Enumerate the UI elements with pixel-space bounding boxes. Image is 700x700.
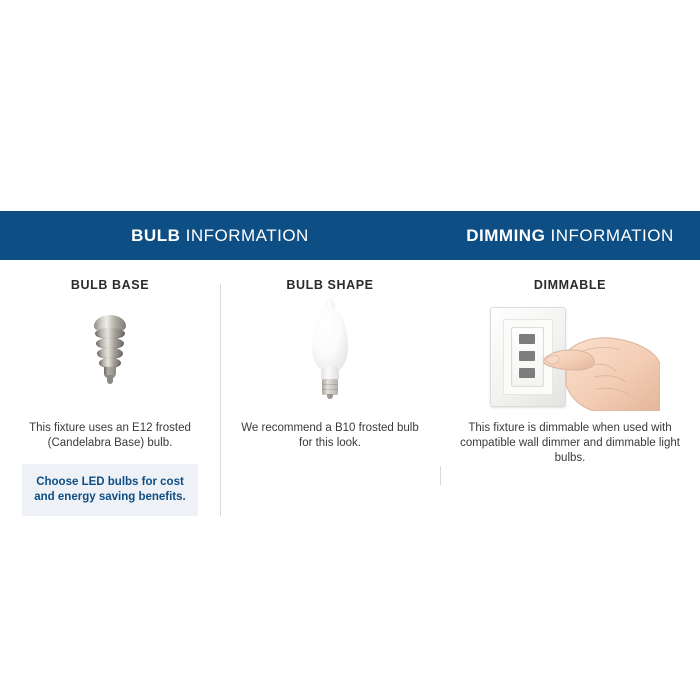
- bulb-shape-column: [220, 278, 440, 516]
- wall-dimmer-switch-hand-icon: [456, 304, 684, 409]
- bulb-information-panel: [0, 211, 440, 516]
- bulb-information-title: [131, 226, 309, 246]
- bulb-base-column: [0, 278, 220, 516]
- hand-pointing-icon: [536, 319, 660, 411]
- bulb-columns: [0, 278, 440, 516]
- dimming-information-header: [440, 211, 700, 260]
- bulb-columns-divider: [220, 284, 221, 516]
- dimming-information-body: [440, 260, 700, 466]
- bulb-shape-base-contact: [327, 394, 333, 399]
- bulb-information-title-rest: INFORMATION: [180, 225, 309, 245]
- bulb-information-body: [0, 260, 440, 516]
- dimmable-title: DIMMABLE: [533, 278, 607, 292]
- bulb-base-e12-icon: [14, 304, 206, 409]
- bulb-base-title: BULB BASE: [70, 278, 150, 292]
- bulb-shape-b10-icon: [234, 304, 426, 409]
- bulb-base-thread-2: [96, 338, 124, 349]
- dimmer-graphic: [480, 305, 660, 409]
- dimming-information-title-rest: INFORMATION: [545, 225, 674, 245]
- bulb-shape-glass: [312, 307, 348, 373]
- bulb-shape-caption: We recommend a B10 frosted bulb for this look.: [241, 422, 419, 449]
- led-savings-note: Choose LED bulbs for cost and energy saving benefits.: [22, 464, 198, 516]
- bulb-base-graphic: [87, 315, 133, 399]
- dimming-information-panel: [440, 211, 700, 516]
- bulb-base-caption: This fixture uses an E12 frosted (Candelabra Base) bulb.: [29, 422, 191, 449]
- bulb-shape-graphic: [303, 307, 357, 407]
- bulb-shape-screw-base: [322, 379, 338, 395]
- bulb-information-title-strong: BULB: [131, 225, 181, 245]
- dimmable-column: [440, 278, 700, 466]
- dimmer-slot-3: [519, 368, 535, 378]
- dimmer-slot-1: [519, 334, 535, 344]
- bulb-information-header: [0, 211, 440, 260]
- bulb-base-thread-3: [97, 348, 123, 359]
- bulb-base-thread-1: [95, 328, 125, 339]
- bulb-base-contact: [107, 375, 113, 384]
- bulb-shape-title: BULB SHAPE: [286, 278, 374, 292]
- dimmable-caption: This fixture is dimmable when used with compatible wall dimmer and dimmable light bulbs.: [460, 422, 680, 464]
- dimmer-slot-2: [519, 351, 535, 361]
- dimming-information-title: [466, 226, 674, 246]
- dimming-information-title-strong: DIMMING: [466, 225, 546, 245]
- panels-container: [0, 211, 700, 516]
